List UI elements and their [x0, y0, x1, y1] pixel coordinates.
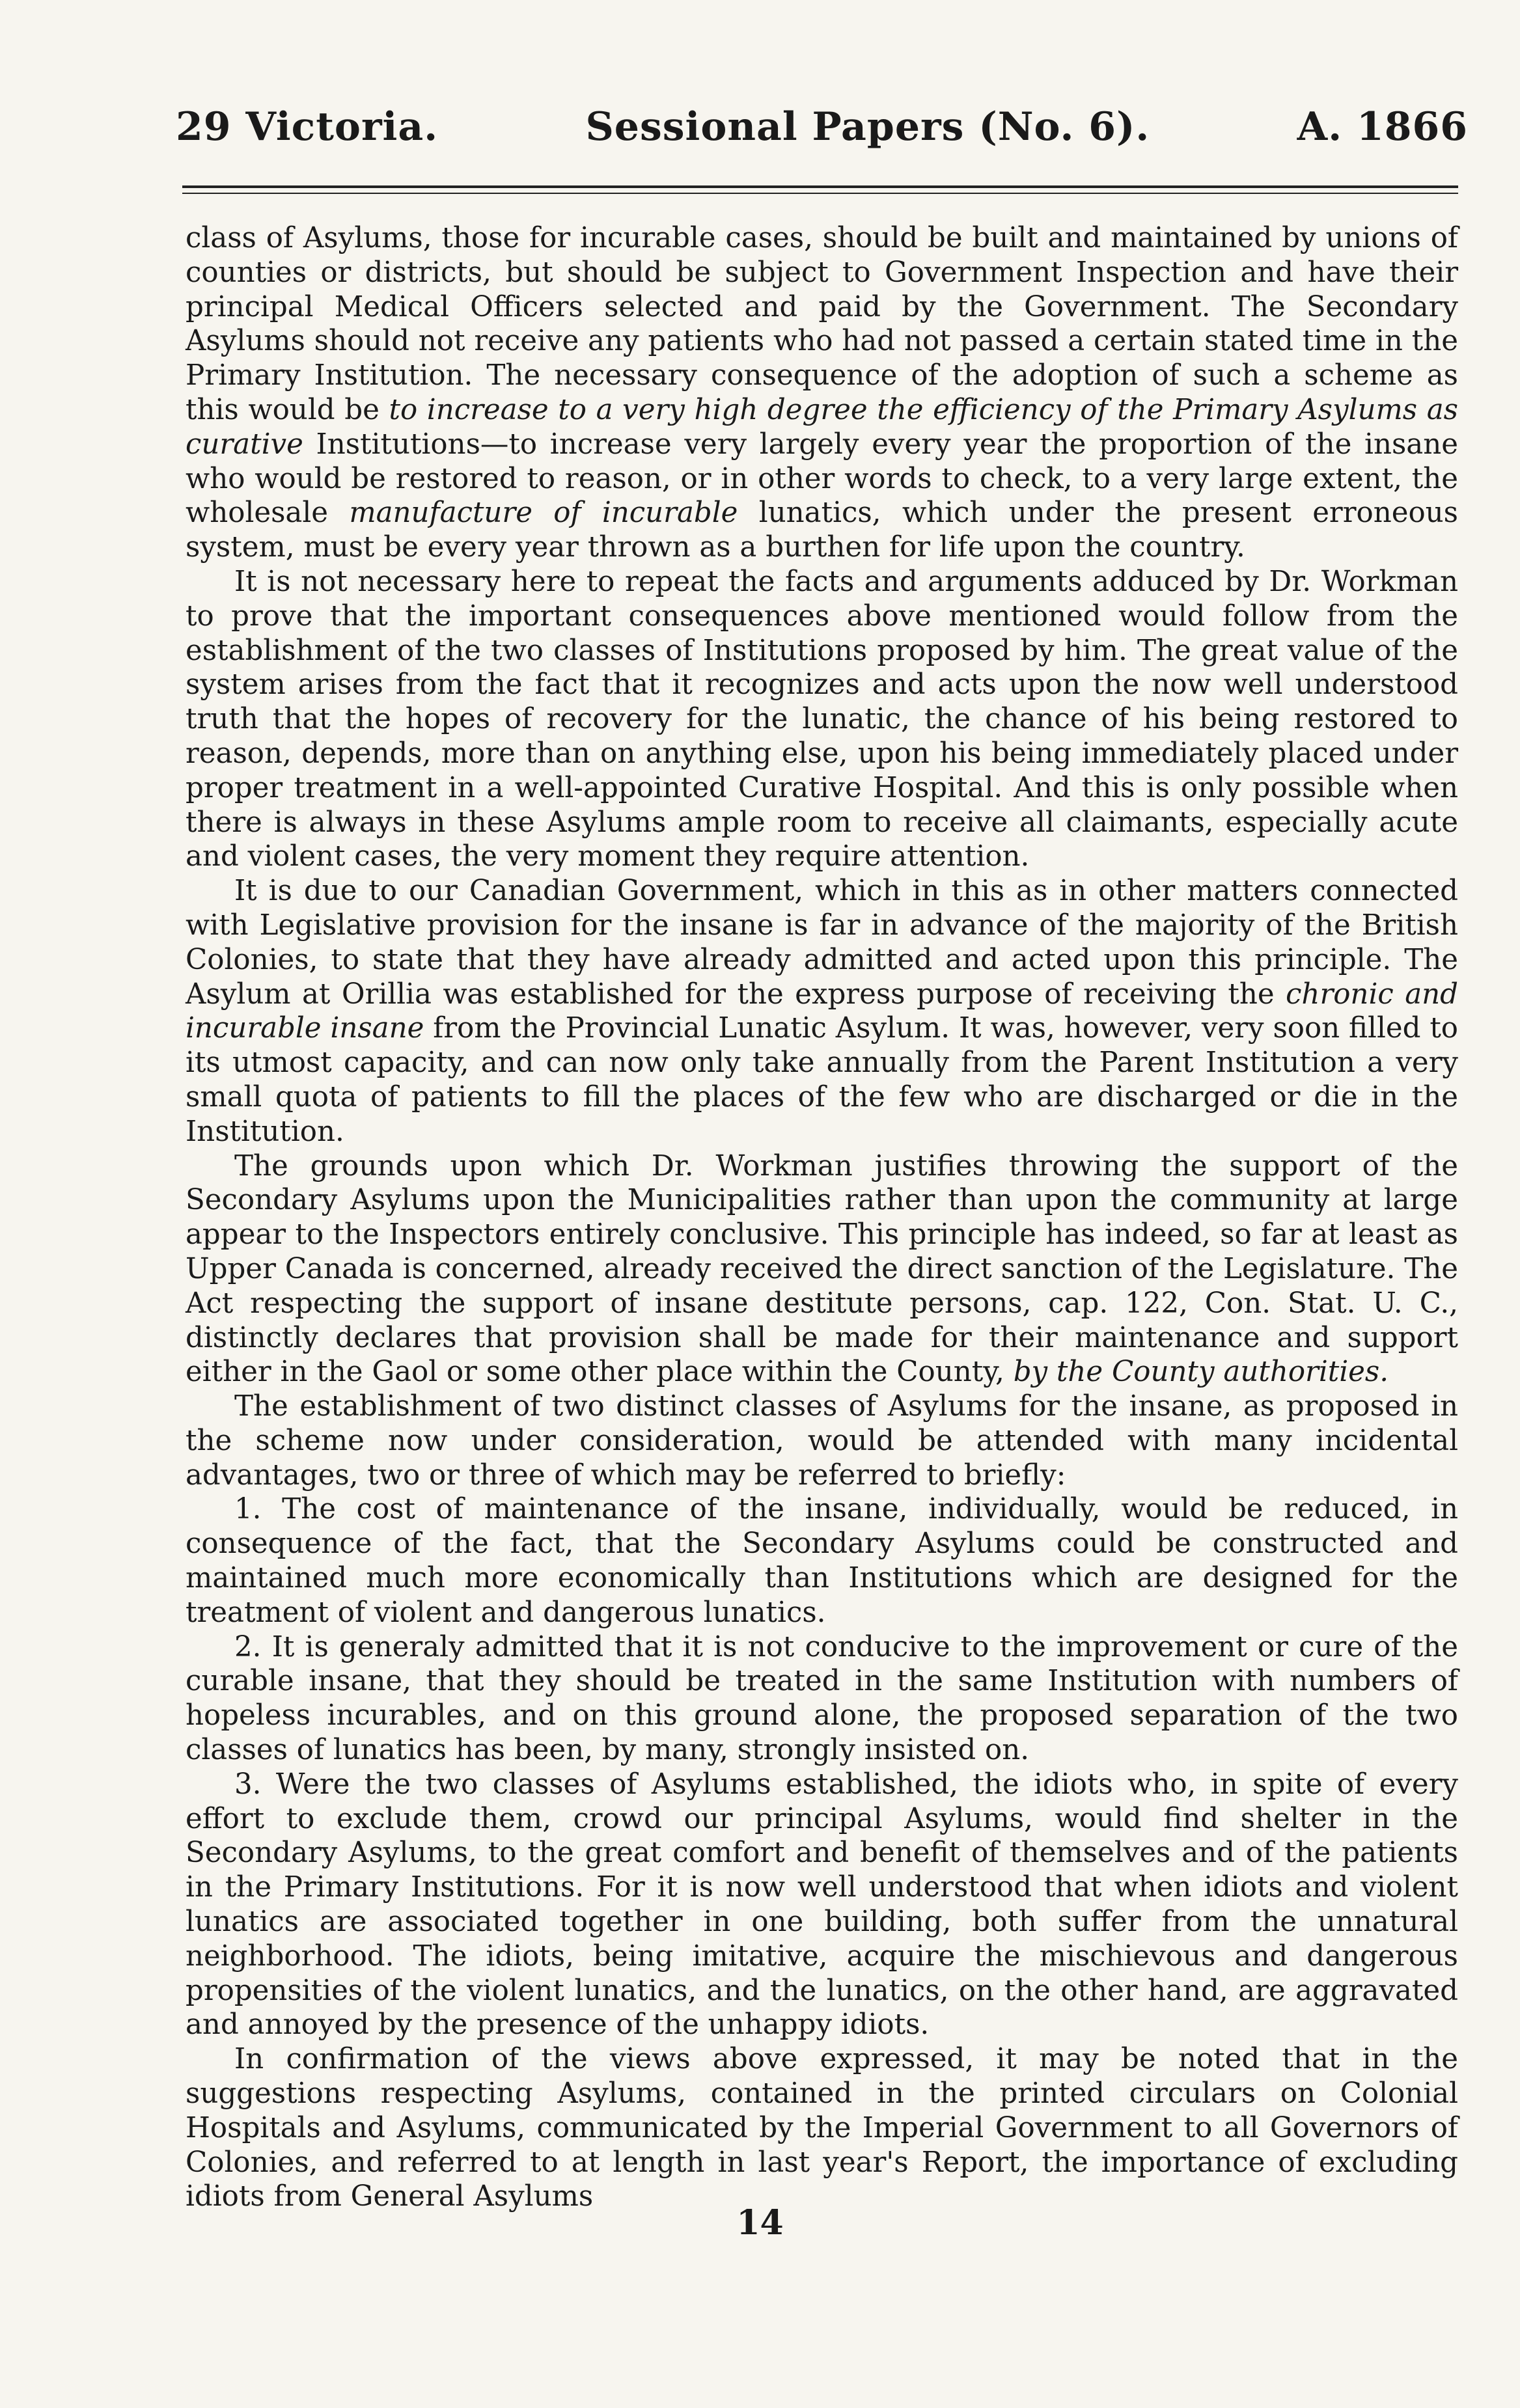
- paragraph-text: Institutions—to increase very largely every year the proportion of the insane who would be restored to reason, or in other words to check, to a very large extent, the wholesale: [186, 428, 1458, 530]
- paragraph-text: from the Provincial Lunatic Asylum. It was, however, very soon filled to its utmost capacity, and can now only take annually from the Parent Institution a very small quota of patients to fill the places of the few who are discharged or die in the Institution.: [186, 1012, 1458, 1148]
- paragraph-text: It is due to our Canadian Government, which in this as in other matters connected with Legislative provision for the insane is far in advance of the majority of the British Colonies, to state that they have already admitted and acted upon this principle. The Asylum at Orillia was established for the express purpose of receiving the: [186, 875, 1458, 1011]
- list-item-2: 2. It is generaly admitted that it is not conducive to the improvement or cure of the curable insane, that they should be treated in the same Institution with numbers of hopeless incurables, and on this ground alone, the proposed separation of the two classes of lunatics has been, by many, strongly insisted on.: [186, 1630, 1458, 1767]
- list-item-3: 3. Were the two classes of Asylums established, the idiots who, in spite of every effort to exclude them, crowd our principal Asylums, would find shelter in the Secondary Asylums, to the great comfort and benefit of themselves and of the patients in the Primary Institutions. For it is now well understood that when idiots and violent lunatics are associated together in one building, both suffer from the unnatural neighborhood. The idiots, being imitative, acquire the mischievous and dangerous propensities of the violent lunatics, and the lunatics, on the other hand, are aggravated and annoyed by the presence of the unhappy idiots.: [186, 1768, 1458, 2042]
- list-item-1: 1. The cost of maintenance of the insane, individually, would be reduced, in consequence of the fact, that the Secondary Asylums could be constructed and maintained much more economically than Institutions which are designed for the treatment of violent and dangerous lunatics.: [186, 1493, 1458, 1629]
- page-number: 14: [736, 2203, 784, 2243]
- body-text: [186, 221, 1458, 2214]
- paragraph-1: [186, 221, 1458, 565]
- paragraph-5: The establishment of two distinct classes of Asylums for the insane, as proposed in the scheme now under consideration, would be attended with many incidental advantages, two or three of which may be referred to briefly:: [186, 1390, 1458, 1492]
- page-header: [176, 98, 1468, 156]
- header-rule-thick: [182, 185, 1458, 188]
- paragraph-3: [186, 874, 1458, 1149]
- header-session: 29 Victoria.: [176, 104, 439, 150]
- paragraph-text: class of Asylums, those for incurable cases, should be built and maintained by unions of counties or districts, but should be subject to Government Inspection and have their principal Medical Officers selected and paid by the Government. The Secondary Asylums should not receive any patients who had not passed a certain stated time in the Primary Institution. The necessary consequence of the adoption of such a scheme as this would be: [186, 222, 1458, 426]
- paragraph-text: The grounds upon which Dr. Workman justifies throwing the support of the Secondary Asylums upon the Municipalities rather than upon the community at large appear to the Inspectors entirely conclusive. This principle has indeed, so far at least as Upper Canada is concerned, already received the direct sanction of the Legislature. The Act respecting the support of insane destitute persons, cap. 122, Con. Stat. U. C., distinctly declares that provision shall be made for their maintenance and support either in the Gaol or some other place within the County,: [186, 1149, 1458, 1389]
- emphasis-text: manufacture of incurable: [349, 497, 738, 530]
- header-rule-thin: [182, 193, 1458, 194]
- emphasis-text: to increase to a very high degree the efficiency of the Primary Asylums as curative: [186, 393, 1458, 461]
- paragraph-9: In confirmation of the views above expressed, it may be noted that in the suggestions respecting Asylums, contained in the printed circulars on Colonial Hospitals and Asylums, communicated by the Imperial Government to all Governors of Colonies, and referred to at length in last year's Report, the importance of excluding idiots from General Asylums: [186, 2043, 1458, 2213]
- paragraph-4: [186, 1149, 1458, 1390]
- emphasis-text: chronic and incurable insane: [186, 978, 1458, 1045]
- header-title: Sessional Papers (No. 6).: [585, 104, 1150, 150]
- header-year: A. 1866: [1297, 104, 1468, 150]
- paragraph-2: It is not necessary here to repeat the facts and arguments adduced by Dr. Workman to prove that the important consequences above mentioned would follow from the establishment of the two classes of Institutions proposed by him. The great value of the system arises from the fact that it recognizes and acts upon the now well understood truth that the hopes of recovery for the lunatic, the chance of his being restored to reason, depends, more than on anything else, upon his being immediately placed under proper treatment in a well-appointed Curative Hospital. And this is only possible when there is always in these Asylums ample room to receive all claimants, especially acute and violent cases, the very moment they require attention.: [186, 565, 1458, 873]
- emphasis-text: by the County authorities.: [1013, 1356, 1389, 1389]
- paragraph-text: lunatics, which under the present erroneous system, must be every year thrown as a burthen for life upon the country.: [186, 497, 1458, 564]
